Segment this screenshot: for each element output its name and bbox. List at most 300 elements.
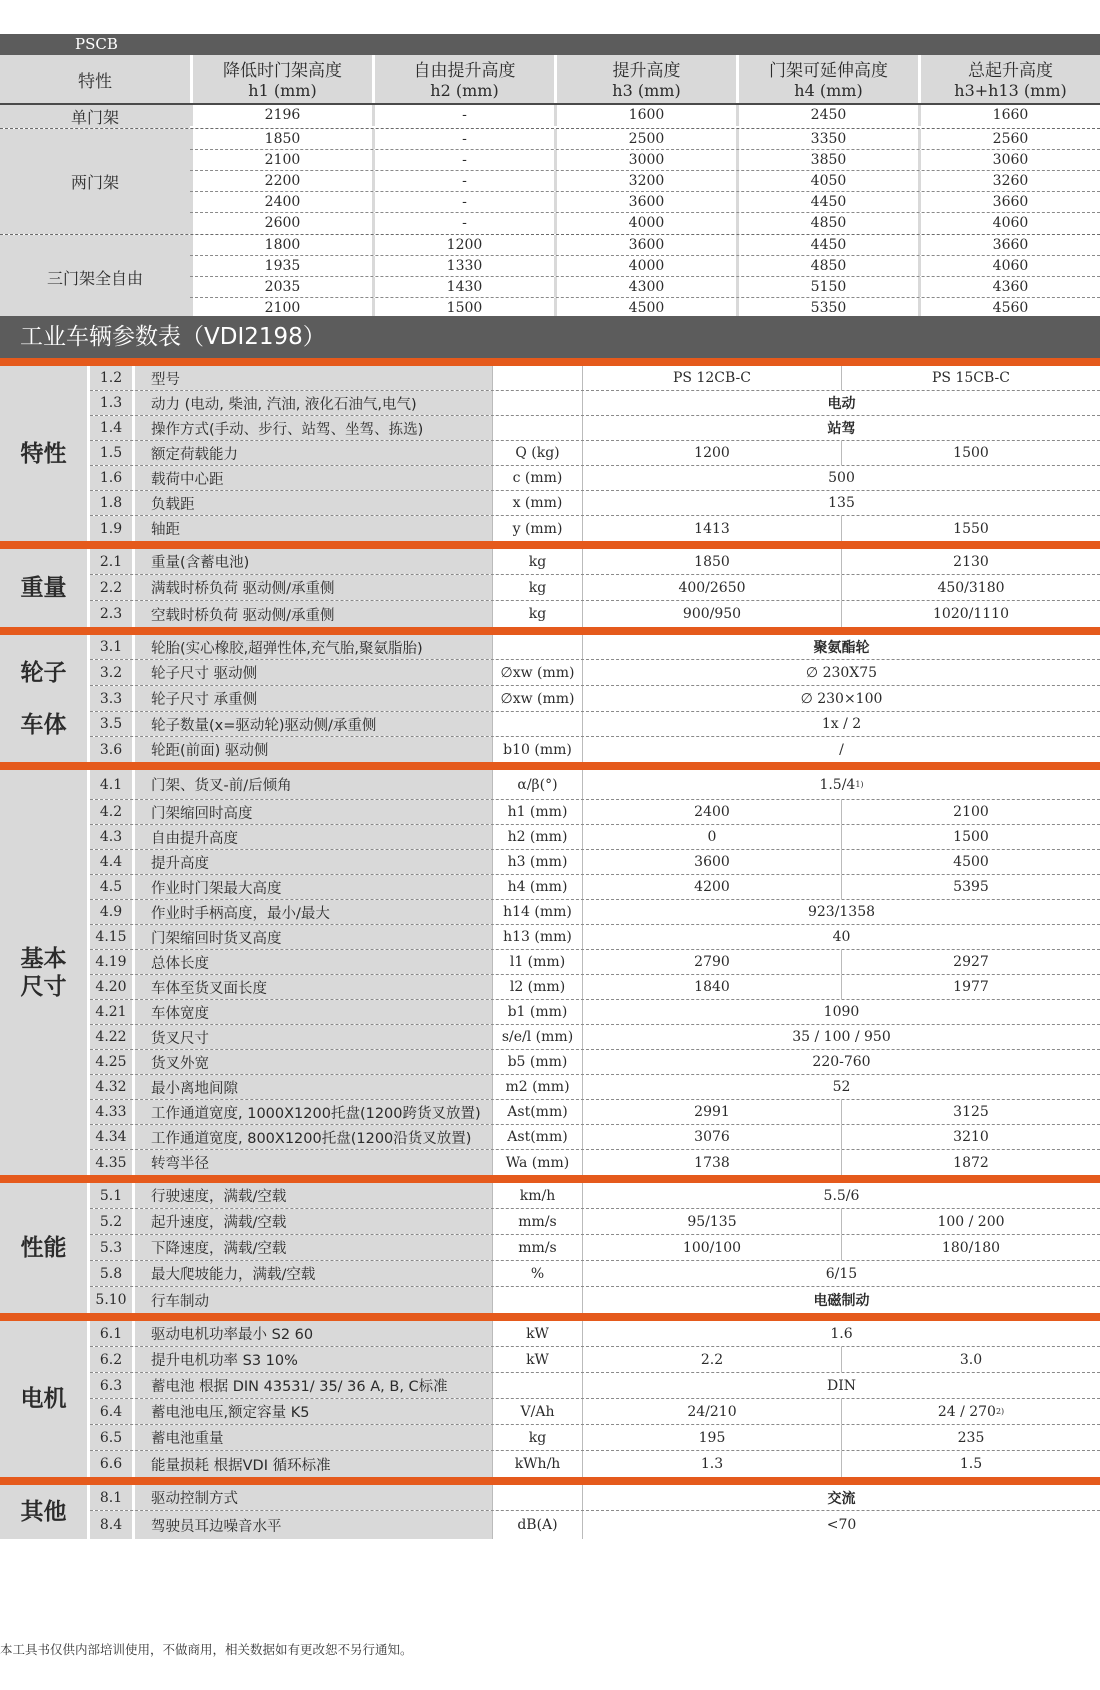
spec-description: 驱动电机功率最小 S2 60 <box>132 1321 492 1346</box>
spec-value-model-2 <box>841 601 1100 627</box>
mast-cell: 4450 <box>736 192 918 212</box>
mast-cell: - <box>372 213 554 234</box>
spec-value-text: 1550 <box>953 520 989 537</box>
vdi-table-title: 工业车辆参数表（VDI2198） <box>0 316 1100 358</box>
mast-cell: 2100 <box>190 298 372 319</box>
mast-row <box>190 256 1100 277</box>
mast-column-header <box>372 55 554 103</box>
spec-row <box>90 800 1100 825</box>
spec-number: 4.20 <box>90 975 132 999</box>
column-title: 降低时门架高度 <box>223 61 342 81</box>
column-title: 提升高度 <box>612 61 681 81</box>
spec-number: 4.9 <box>90 900 132 924</box>
spec-value-model-1: 24/210 <box>582 1399 841 1424</box>
spec-value-text: 1500 <box>953 445 989 461</box>
mast-cell: 1430 <box>372 277 554 297</box>
spec-number: 3.3 <box>90 686 132 711</box>
spec-value-text: ∅ 230×100 <box>800 690 883 707</box>
mast-groups <box>0 105 1100 320</box>
mast-cell: 4050 <box>736 171 918 191</box>
spec-value-model-1: 2400 <box>582 800 841 824</box>
spec-value-model-2 <box>841 549 1100 574</box>
spec-value-text: 1.6 <box>830 1325 853 1342</box>
spec-value-text: 电动 <box>827 396 856 412</box>
spec-unit <box>492 1485 582 1510</box>
vdi-section <box>0 1485 1100 1539</box>
section-label-text: 特性 <box>20 440 67 467</box>
spec-value-model-1: 195 <box>582 1425 841 1450</box>
spec-unit: kg <box>492 575 582 600</box>
spec-value <box>582 770 1100 799</box>
spec-unit: km/h <box>492 1183 582 1208</box>
spec-value-text: 站驾 <box>827 421 856 437</box>
spec-value-model-2 <box>841 875 1100 899</box>
spec-value-text: 135 <box>828 495 855 511</box>
column-unit: h1 (mm) <box>248 81 317 100</box>
spec-value-text: 1977 <box>953 979 989 995</box>
spec-unit: l2 (mm) <box>492 975 582 999</box>
spec-value <box>582 1261 1100 1286</box>
spec-number: 5.3 <box>90 1235 132 1260</box>
section-label-text: 电机 <box>20 1386 67 1412</box>
mast-group-rows <box>190 129 1100 234</box>
spec-row <box>90 1287 1100 1313</box>
mast-cell: 5150 <box>736 277 918 297</box>
spec-number: 4.32 <box>90 1075 132 1099</box>
spec-value-text: 聚氨酯轮 <box>813 640 870 656</box>
mast-row <box>190 192 1100 213</box>
spec-value-model-1: 0 <box>582 825 841 849</box>
spec-value-model-1: 1850 <box>582 549 841 574</box>
spec-unit <box>492 416 582 440</box>
spec-number: 2.1 <box>90 549 132 574</box>
column-title: 自由提升高度 <box>413 61 516 81</box>
spec-value-model-2 <box>841 850 1100 874</box>
mast-cell: 4500 <box>554 298 736 319</box>
spec-value-text: 100 / 200 <box>937 1213 1005 1230</box>
spec-unit: x (mm) <box>492 491 582 515</box>
spec-unit: % <box>492 1261 582 1286</box>
spec-row <box>90 1321 1100 1347</box>
spec-value-text: 35 / 100 / 950 <box>792 1029 891 1045</box>
mast-cell: - <box>372 171 554 191</box>
mast-cell: 2200 <box>190 171 372 191</box>
spec-number: 4.1 <box>90 770 132 799</box>
spec-number: 5.2 <box>90 1209 132 1234</box>
spec-row <box>90 1347 1100 1373</box>
spec-row <box>90 466 1100 491</box>
mast-cell: 2196 <box>190 105 372 126</box>
spec-unit <box>492 391 582 415</box>
mast-cell: - <box>372 129 554 149</box>
spec-row <box>90 737 1100 762</box>
spec-description: 作业时手柄高度，最小/最大 <box>132 900 492 924</box>
spec-value <box>582 1287 1100 1313</box>
spec-description: 空载时桥负荷 驱动侧/承重侧 <box>132 601 492 627</box>
spec-description: 操作方式(手动、步行、站驾、坐驾、拣选) <box>132 416 492 440</box>
spec-number: 4.15 <box>90 925 132 949</box>
spec-number: 4.5 <box>90 875 132 899</box>
spec-number: 1.2 <box>90 366 132 390</box>
spec-number: 5.8 <box>90 1261 132 1286</box>
spec-value-text: 2927 <box>953 954 989 970</box>
spec-value-model-1: 2.2 <box>582 1347 841 1372</box>
spec-row <box>90 925 1100 950</box>
spec-value-model-2 <box>841 441 1100 465</box>
spec-row <box>90 549 1100 575</box>
spec-description: 驾驶员耳边噪音水平 <box>132 1511 492 1539</box>
spec-description: 门架、货叉-前/后倾角 <box>132 770 492 799</box>
spec-unit: mm/s <box>492 1235 582 1260</box>
mast-group-label: 两门架 <box>0 129 190 234</box>
spec-description: 工作通道宽度, 1000X1200托盘(1200跨货叉放置) <box>132 1100 492 1124</box>
spec-row <box>90 1050 1100 1075</box>
mast-row <box>190 213 1100 234</box>
spec-value <box>582 1373 1100 1398</box>
spec-value-model-1: 3076 <box>582 1125 841 1149</box>
spec-value <box>582 737 1100 762</box>
spec-description: 轮子尺寸 承重侧 <box>132 686 492 711</box>
spec-unit: l1 (mm) <box>492 950 582 974</box>
spec-description: 工作通道宽度, 800X1200托盘(1200沿货叉放置) <box>132 1125 492 1149</box>
section-label-text: 尺寸 <box>20 973 67 1000</box>
spec-row <box>90 950 1100 975</box>
spec-number: 4.33 <box>90 1100 132 1124</box>
spec-value-model-2 <box>841 1125 1100 1149</box>
spec-value-model-1: 1.3 <box>582 1451 841 1477</box>
spec-value <box>582 1485 1100 1510</box>
mast-group-rows <box>190 235 1100 319</box>
spec-number: 3.6 <box>90 737 132 762</box>
spec-number: 4.35 <box>90 1150 132 1175</box>
mast-cell: 4060 <box>918 213 1100 234</box>
spec-value-text: 40 <box>832 929 851 945</box>
spec-value-model-2 <box>841 1209 1100 1234</box>
section-label <box>0 1485 87 1539</box>
spec-value <box>582 466 1100 490</box>
vdi-section <box>0 1183 1100 1321</box>
spec-description: 轮子数量(x=驱动轮)驱动侧/承重侧 <box>132 712 492 736</box>
footnote-marker: 2) <box>995 1407 1005 1416</box>
spec-value-model-1: 100/100 <box>582 1235 841 1260</box>
spec-unit: h13 (mm) <box>492 925 582 949</box>
spec-value-model-2 <box>841 575 1100 600</box>
spec-value-text: / <box>839 741 844 758</box>
spec-description: 行车制动 <box>132 1287 492 1313</box>
spec-number: 4.3 <box>90 825 132 849</box>
spec-value <box>582 1000 1100 1024</box>
spec-number: 6.2 <box>90 1347 132 1372</box>
footnote-marker: 1) <box>855 780 864 789</box>
vdi-section <box>0 770 1100 1183</box>
spec-value-model-2 <box>841 825 1100 849</box>
spec-description: 动力 (电动, 柴油, 汽油, 液化石油气,电气) <box>132 391 492 415</box>
spec-number: 6.3 <box>90 1373 132 1398</box>
spec-unit: kg <box>492 601 582 627</box>
column-unit: h4 (mm) <box>794 81 863 100</box>
spec-description: 型号 <box>132 366 492 390</box>
spec-value-text: 1.5/4 <box>819 776 856 793</box>
mast-cell: 4300 <box>554 277 736 297</box>
spec-value-model-1: 95/135 <box>582 1209 841 1234</box>
spec-row <box>90 575 1100 601</box>
spec-number: 4.4 <box>90 850 132 874</box>
spec-value-text: 交流 <box>827 1490 856 1507</box>
spec-row <box>90 975 1100 1000</box>
vdi-section <box>0 635 1100 770</box>
spec-number: 8.4 <box>90 1511 132 1539</box>
spec-value-text: 5395 <box>953 879 989 895</box>
spec-number: 4.25 <box>90 1050 132 1074</box>
mast-cell: 3060 <box>918 150 1100 170</box>
spec-value <box>582 391 1100 415</box>
spec-value-text: 1872 <box>953 1154 989 1171</box>
spec-unit: s/e/l (mm) <box>492 1025 582 1049</box>
spec-value-model-2 <box>841 1451 1100 1477</box>
mast-cell: 1500 <box>372 298 554 319</box>
mast-row <box>190 277 1100 298</box>
spec-value-text: 3210 <box>953 1129 989 1145</box>
mast-group-label: 单门架 <box>0 105 190 128</box>
spec-row <box>90 875 1100 900</box>
spec-value <box>582 900 1100 924</box>
mast-group <box>0 235 1100 320</box>
spec-number: 1.8 <box>90 491 132 515</box>
spec-unit <box>492 366 582 390</box>
spec-unit: mm/s <box>492 1209 582 1234</box>
mast-cell: 4000 <box>554 213 736 234</box>
title-accent-bar <box>0 358 1100 366</box>
spec-number: 6.6 <box>90 1451 132 1477</box>
spec-value-model-1: 3600 <box>582 850 841 874</box>
section-rows <box>87 1321 1100 1477</box>
spec-row <box>90 1373 1100 1399</box>
spec-unit: kW <box>492 1347 582 1372</box>
spec-value-model-2 <box>841 1425 1100 1450</box>
spec-value-model-2 <box>841 366 1100 390</box>
spec-value-text: 1x / 2 <box>821 716 862 732</box>
mast-row <box>190 235 1100 256</box>
spec-number: 1.3 <box>90 391 132 415</box>
mast-cell: 5350 <box>736 298 918 319</box>
spec-value-text: 6/15 <box>825 1265 858 1282</box>
spec-number: 6.1 <box>90 1321 132 1346</box>
spec-number: 8.1 <box>90 1485 132 1510</box>
spec-value-model-1: 2991 <box>582 1100 841 1124</box>
column-unit: h2 (mm) <box>430 81 499 100</box>
spec-unit: α/β(°) <box>492 770 582 799</box>
spec-value-model-1: 1413 <box>582 516 841 541</box>
spec-row <box>90 1209 1100 1235</box>
spec-unit: b5 (mm) <box>492 1050 582 1074</box>
spec-unit: b10 (mm) <box>492 737 582 762</box>
section-label-text: 轮子 <box>20 659 67 686</box>
spec-row <box>90 712 1100 737</box>
spec-description: 总体长度 <box>132 950 492 974</box>
spec-unit: ∅xw (mm) <box>492 686 582 711</box>
spec-value-model-2 <box>841 1150 1100 1175</box>
spec-value-text: 235 <box>957 1429 985 1446</box>
mast-cell: 2560 <box>918 129 1100 149</box>
spec-value <box>582 660 1100 685</box>
spec-row <box>90 1025 1100 1050</box>
mast-group <box>0 105 1100 129</box>
spec-row <box>90 601 1100 627</box>
vdi-section <box>0 1321 1100 1485</box>
spec-row <box>90 416 1100 441</box>
spec-value-text: 1500 <box>953 829 989 845</box>
section-rows <box>87 1183 1100 1313</box>
spec-value-text: 500 <box>828 470 855 486</box>
mast-cell: 3850 <box>736 150 918 170</box>
spec-row <box>90 391 1100 416</box>
spec-description: 提升高度 <box>132 850 492 874</box>
spec-value <box>582 1025 1100 1049</box>
spec-description: 最大爬坡能力，满载/空载 <box>132 1261 492 1286</box>
spec-row <box>90 1511 1100 1539</box>
spec-row <box>90 825 1100 850</box>
section-label <box>0 549 87 627</box>
spec-unit: Ast(mm) <box>492 1125 582 1149</box>
section-rows <box>87 1485 1100 1539</box>
spec-unit: c (mm) <box>492 466 582 490</box>
spec-value-model-1: 1200 <box>582 441 841 465</box>
spec-description: 起升速度，满载/空载 <box>132 1209 492 1234</box>
spec-description: 转弯半径 <box>132 1150 492 1175</box>
spec-value-text: 2100 <box>953 804 989 820</box>
column-unit: h3+h13 (mm) <box>954 81 1067 100</box>
column-unit: h3 (mm) <box>612 81 681 100</box>
spec-row <box>90 1485 1100 1511</box>
spec-value-text: DIN <box>826 1377 856 1394</box>
section-label <box>0 366 87 541</box>
spec-value-text: 1020/1110 <box>933 606 1009 622</box>
spec-description: 轮胎(实心橡胶,超弹性体,充气胎,聚氨脂胎) <box>132 635 492 659</box>
spec-value-text: PS 15CB-C <box>932 370 1010 386</box>
mast-group-label: 三门架全自由 <box>0 235 190 319</box>
spec-description: 载荷中心距 <box>132 466 492 490</box>
mast-cell: 4850 <box>736 213 918 234</box>
section-label-text: 基本 <box>20 945 67 972</box>
spec-value-text: 923/1358 <box>807 904 876 920</box>
spec-value-text: <70 <box>826 1517 857 1533</box>
spec-value-model-1: 1738 <box>582 1150 841 1175</box>
mast-cell: 1935 <box>190 256 372 276</box>
spec-description: 下降速度，满载/空载 <box>132 1235 492 1260</box>
spec-row <box>90 1125 1100 1150</box>
spec-value-model-2 <box>841 1100 1100 1124</box>
spec-description: 提升电机功率 S3 10% <box>132 1347 492 1372</box>
column-title: 门架可延伸高度 <box>769 61 888 81</box>
spec-unit <box>492 635 582 659</box>
mast-group-rows <box>190 105 1100 128</box>
spec-number: 6.5 <box>90 1425 132 1450</box>
spec-value <box>582 1050 1100 1074</box>
spec-number: 1.6 <box>90 466 132 490</box>
spec-number: 4.2 <box>90 800 132 824</box>
spec-value <box>582 925 1100 949</box>
mast-cell: 1200 <box>372 235 554 255</box>
mast-cell: 2600 <box>190 213 372 234</box>
spec-value-text: 3125 <box>953 1104 989 1120</box>
mast-cell: 2500 <box>554 129 736 149</box>
vdi-section <box>0 549 1100 635</box>
spec-value-model-2 <box>841 950 1100 974</box>
spec-unit <box>492 712 582 736</box>
spec-number: 1.5 <box>90 441 132 465</box>
spec-value-text: 4500 <box>953 854 989 870</box>
spec-unit: V/Ah <box>492 1399 582 1424</box>
spec-description: 驱动控制方式 <box>132 1485 492 1510</box>
mast-cell: 2100 <box>190 150 372 170</box>
spec-unit: m2 (mm) <box>492 1075 582 1099</box>
spec-value-model-1: 1840 <box>582 975 841 999</box>
spec-unit: Q (kg) <box>492 441 582 465</box>
spec-description: 行驶速度，满载/空载 <box>132 1183 492 1208</box>
spec-value-model-1: 4200 <box>582 875 841 899</box>
spec-value-text: 220-760 <box>812 1054 871 1070</box>
spec-number: 4.19 <box>90 950 132 974</box>
spec-description: 货叉尺寸 <box>132 1025 492 1049</box>
spec-description: 蓄电池电压,额定容量 K5 <box>132 1399 492 1424</box>
section-label <box>0 1321 87 1477</box>
spec-unit: kg <box>492 1425 582 1450</box>
mast-column-header <box>918 55 1100 103</box>
spec-description: 门架缩回时高度 <box>132 800 492 824</box>
spec-row <box>90 516 1100 541</box>
spec-value-model-2 <box>841 975 1100 999</box>
mast-group <box>0 129 1100 235</box>
spec-description: 车体宽度 <box>132 1000 492 1024</box>
spec-value <box>582 635 1100 659</box>
mast-cell: 4360 <box>918 277 1100 297</box>
spec-number: 3.2 <box>90 660 132 685</box>
spec-unit: ∅xw (mm) <box>492 660 582 685</box>
spec-unit <box>492 1373 582 1398</box>
mast-row <box>190 105 1100 126</box>
spec-value-model-2 <box>841 1235 1100 1260</box>
spec-number: 2.3 <box>90 601 132 627</box>
mast-cell: 3000 <box>554 150 736 170</box>
spec-value-model-2 <box>841 1399 1100 1424</box>
spec-row <box>90 491 1100 516</box>
spec-unit: b1 (mm) <box>492 1000 582 1024</box>
mast-feature-label: 特性 <box>0 55 190 103</box>
spec-value <box>582 1183 1100 1208</box>
spec-unit: h3 (mm) <box>492 850 582 874</box>
spec-row <box>90 1261 1100 1287</box>
mast-cell: 1660 <box>918 105 1100 126</box>
spec-row <box>90 1000 1100 1025</box>
mast-cell: - <box>372 150 554 170</box>
section-label <box>0 770 87 1175</box>
spec-number: 4.21 <box>90 1000 132 1024</box>
spec-unit: kg <box>492 549 582 574</box>
spec-description: 轴距 <box>132 516 492 541</box>
section-label <box>0 635 87 762</box>
spec-unit: h4 (mm) <box>492 875 582 899</box>
spec-number: 5.1 <box>90 1183 132 1208</box>
mast-cell: 2400 <box>190 192 372 212</box>
mast-cell: 3660 <box>918 192 1100 212</box>
spec-number: 6.4 <box>90 1399 132 1424</box>
spec-number: 2.2 <box>90 575 132 600</box>
spec-value-text: 52 <box>832 1079 851 1095</box>
spec-description: 最小离地间隙 <box>132 1075 492 1099</box>
spec-value-text: 450/3180 <box>937 579 1005 596</box>
spec-description: 重量(含蓄电池) <box>132 549 492 574</box>
section-rows <box>87 549 1100 627</box>
